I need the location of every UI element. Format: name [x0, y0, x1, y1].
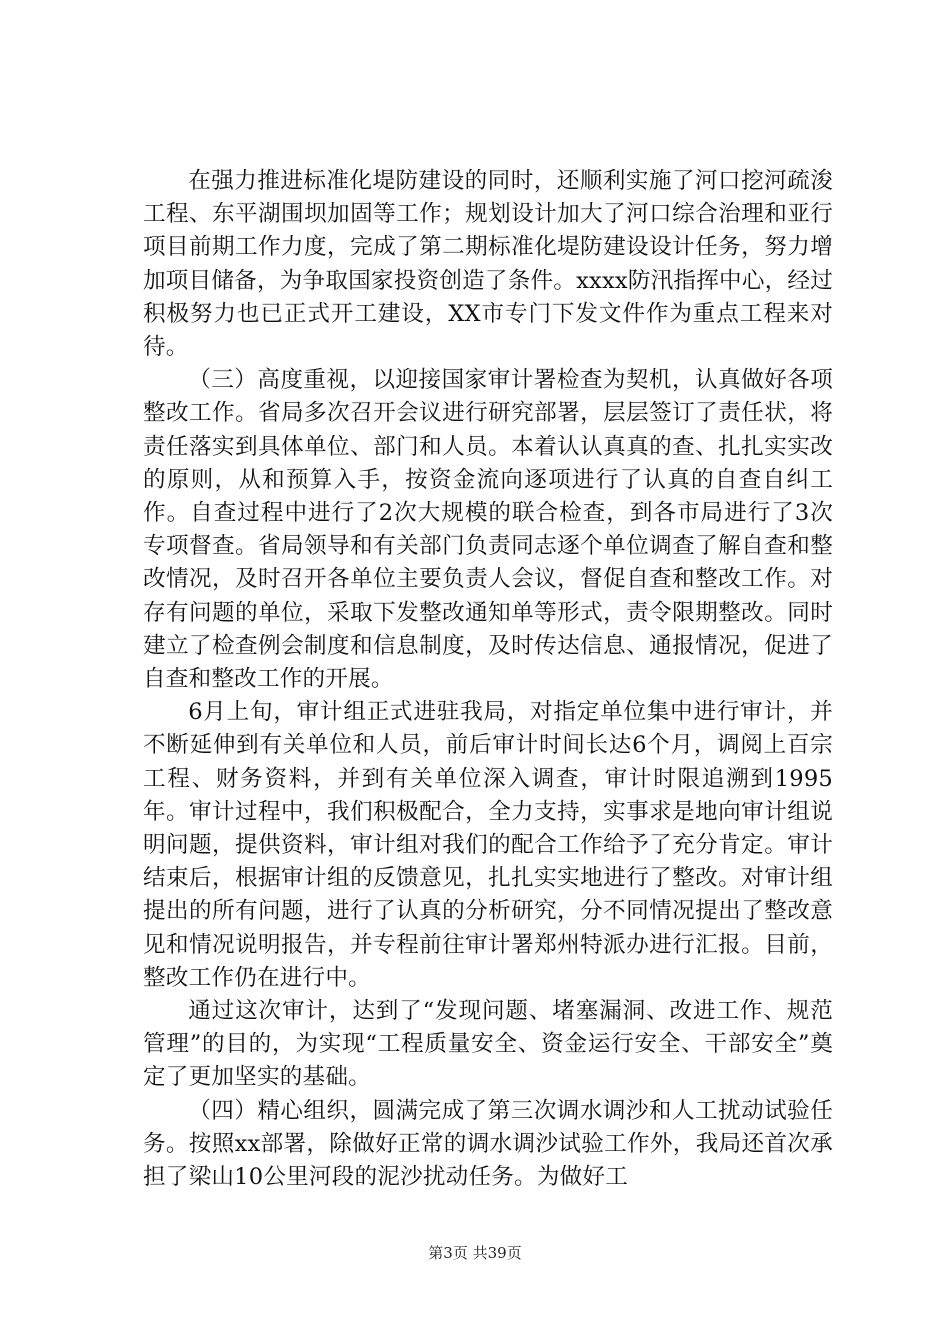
- paragraph-audit-rectification: （三）高度重视，以迎接国家审计署检查为契机，认真做好各项整改工作。省局多次召开会议进行研究部署，层层签订了责任状，将责任落实到具体单位、部门和人员。本着认认真真的查、扎扎实实改的原则，从和预算入手，按资金流向逐项进行了认真的自查自纠工作。自查过程中进行了2次大规模的联合检查，到各市局进行了3次专项督查。省局领导和有关部门负责同志逐个单位调查了解自查和整改情况，及时召开各单位主要负责人会议，督促自查和整改工作。对存有问题的单位，采取下发整改通知单等形式，责令限期整改。同时建立了检查例会制度和信息制度，及时传达信息、通报情况，促进了自查和整改工作的开展。: [143, 367, 833, 693]
- paragraph-audit-process: 6月上旬，审计组正式进驻我局，对指定单位集中进行审计，并不断延伸到有关单位和人员，前后审计时间长达6个月，调阅上百宗工程、财务资料，并到有关单位深入调查，审计时限追溯到1995年。审计过程中，我们积极配合，全力支持，实事求是地向审计组说明问题，提供资料，审计组对我们的配合工作给予了充分肯定。审计结束后，根据审计组的反馈意见，扎扎实实地进行了整改。对审计组提出的所有问题，进行了认真的分析研究，分不同情况提出了整改意见和情况说明报告，并专程前往审计署郑州特派办进行汇报。目前，整改工作仍在进行中。: [143, 699, 833, 991]
- paragraph-audit-result: 通过这次审计，达到了“发现问题、堵塞漏洞、改进工作、规范管理”的目的，为实现“工程质量安全、资金运行安全、干部安全”奠定了更加坚实的基础。: [143, 998, 833, 1091]
- page-footer: 第3页 共39页: [428, 1244, 522, 1262]
- paragraph-water-sediment-test: （四）精心组织，圆满完成了第三次调水调沙和人工扰动试验任务。按照xx部署，除做好正常的调水调沙试验工作外，我局还首次承担了梁山10公里河段的泥沙扰动任务。为做好工: [143, 1097, 833, 1191]
- document-body: [143, 165, 833, 1194]
- paragraph-flood-control: 在强力推进标准化堤防建设的同时，还顺利实施了河口挖河疏浚工程、东平湖围坝加固等工作；规划设计加大了河口综合治理和亚行项目前期工作力度，完成了第二期标准化堤防建设设计任务，努力增加项目储备，为争取国家投资创造了条件。xxxx防汛指挥中心，经过积极努力也已正式开工建设，XX市专门下发文件作为重点工程来对待。: [143, 168, 833, 361]
